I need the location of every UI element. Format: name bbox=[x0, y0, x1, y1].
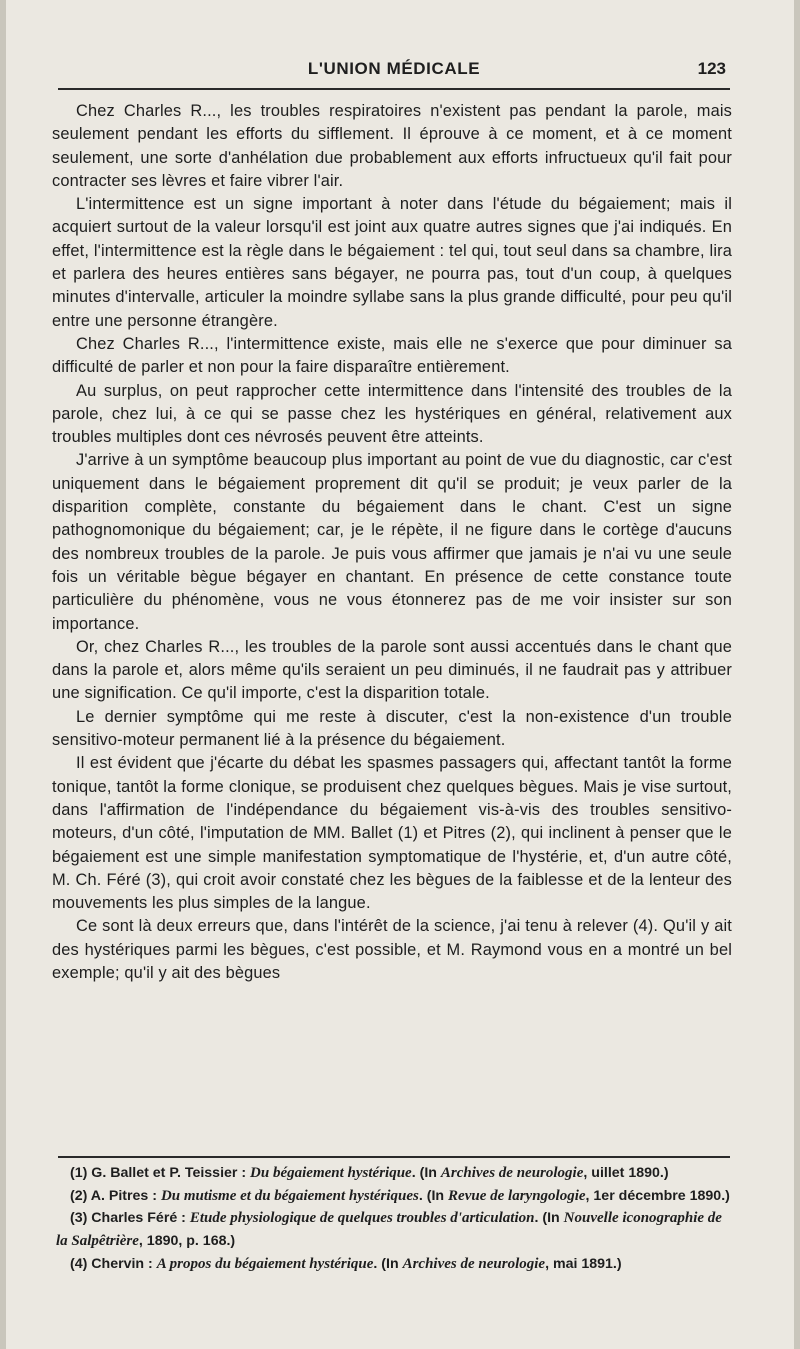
footnote-text: , 1er décembre 1890.) bbox=[585, 1187, 730, 1204]
footnote-3 bbox=[56, 1207, 732, 1252]
footnote-text: . (In bbox=[373, 1255, 403, 1272]
footnotes bbox=[56, 1162, 732, 1276]
footnote-journal: Revue de laryngologie bbox=[448, 1187, 586, 1204]
paragraph: Or, chez Charles R..., les troubles de la parole sont aussi accentués dans le chant que dans la parole et, alors même qu'ils seraient un peu diminués, il ne faudrait pas y attribuer une signification. Ce qu'il importe, c'est la disparition totale. bbox=[52, 637, 732, 703]
footnote-title: Du mutisme et du bégaiement hystériques bbox=[160, 1187, 419, 1204]
footnote-rule bbox=[58, 1156, 730, 1158]
body-text bbox=[52, 100, 732, 985]
footnote-journal: Archives de neurologie bbox=[440, 1165, 584, 1181]
footnote-4 bbox=[56, 1253, 732, 1276]
footnote-journal: Archives de neurologie bbox=[402, 1255, 546, 1272]
footnote-lead: (3) Charles Féré : bbox=[70, 1210, 190, 1227]
header-rule bbox=[58, 88, 730, 90]
footnote-text: , 1890, p. 168.) bbox=[138, 1233, 236, 1250]
footnote-text: , mai 1891.) bbox=[545, 1255, 622, 1272]
footnote-title: A propos du bégaiement hystérique bbox=[156, 1255, 374, 1272]
footnote-lead: (1) G. Ballet et P. Teissier : bbox=[70, 1165, 251, 1181]
footnote-2 bbox=[56, 1185, 732, 1208]
footnote-text: . (In bbox=[418, 1187, 449, 1204]
footnote-lead: (2) A. Pitres : bbox=[70, 1187, 161, 1204]
paragraph: L'intermittence est un signe important à noter dans l'étude du bégaiement; mais il acquiert surtout de la valeur lorsqu'il est joint aux quatre autres signes que j'ai indiqués. En effet, l'intermittence est la règle dans le bégaiement : tel qui, tout seul dans sa chambre, lira et parlera des heures entières sans bégayer, ne pourra pas, tout d'un coup, à quelques minutes d'intervalle, articuler la moindre syllabe sans la plus grande difficulté, pour peu qu'il entre une personne étrangère. bbox=[52, 195, 732, 330]
page-number: 123 bbox=[697, 59, 726, 78]
paragraph: Au surplus, on peut rapprocher cette intermittence dans l'intensité des troubles de la parole, chez lui, à ce qui se passe chez les hystériques en général, relativement aux troubles multiples dont ces névrosés peuvent être atteints. bbox=[52, 381, 732, 447]
paragraph: Chez Charles R..., les troubles respiratoires n'existent pas pendant la parole, mais seulement pendant les efforts du sifflement. Il éprouve à ce moment, et à ce moment seulement, une sorte d'anhélation due probablement aux efforts infructueux qu'il fait pour contracter ses lèvres et faire vibrer l'air. bbox=[52, 102, 732, 190]
footnote-1 bbox=[56, 1162, 732, 1185]
paragraph: Le dernier symptôme qui me reste à discuter, c'est la non-existence d'un trouble sensitivo-moteur permanent lié à la présence du bégaiement. bbox=[52, 707, 732, 750]
footnote-text: . (In bbox=[534, 1210, 564, 1227]
journal-title: L'UNION MÉDICALE bbox=[307, 59, 481, 78]
footnote-journal: Nouvelle iconographie de la Salpêtrière bbox=[56, 1210, 722, 1250]
footnote-title: Du bégaiement hystérique bbox=[250, 1165, 412, 1181]
footnote-text: , uillet 1890.) bbox=[583, 1165, 669, 1181]
paragraph: Ce sont là deux erreurs que, dans l'intérêt de la science, j'ai tenu à relever (4). Qu'il y ait des hystériques parmi les bègues, c'est possible, et M. Raymond vous en a montré un bel exemple; qu'il y ait des bègues bbox=[52, 917, 732, 982]
footnote-title: Etude physiologique de quelques troubles d'articulation bbox=[189, 1210, 535, 1227]
book-page bbox=[6, 0, 794, 1349]
running-header bbox=[58, 50, 730, 86]
footnote-text: . (In bbox=[411, 1165, 441, 1181]
paragraph: J'arrive à un symptôme beaucoup plus important au point de vue du diagnostic, car c'est uniquement dans le bégaiement proprement dit qu'il se produit; je veux parler de la disparition complète, constante du bégaiement dans le chant. C'est un signe pathognomonique du bégaiement; car, je le répète, il ne figure dans le cortège d'aucuns des nombreux troubles de la parole. Je puis vous affirmer que jamais je n'ai vu une seule fois un véritable bègue bégayer en chantant. En présence de cette constance toute particulière du phénomène, vous ne vous étonnerez pas de me voir insister sur son importance. bbox=[52, 451, 732, 633]
paragraph: Il est évident que j'écarte du débat les spasmes passagers qui, affectant tantôt la forme tonique, tantôt la forme clonique, se produisent chez quelques bègues. Mais je vise surtout, dans l'affirmation de l'indépendance du bégaiement vis-à-vis des troubles sensitivo-moteurs, d'un côté, l'imputation de MM. Ballet (1) et Pitres (2), qui inclinent à penser que le bégaiement est une simple manifestation symptomatique de l'hystérie, et, d'un autre côté, M. Ch. Féré (3), qui croit avoir constaté chez les bègues de la faiblesse et de la lenteur des mouvements les plus simples de la langue. bbox=[52, 754, 732, 913]
paragraph: Chez Charles R..., l'intermittence existe, mais elle ne s'exerce que pour diminuer sa difficulté de parler et non pour la faire disparaître entièrement. bbox=[52, 334, 732, 377]
footnote-lead: (4) Chervin : bbox=[70, 1255, 157, 1272]
